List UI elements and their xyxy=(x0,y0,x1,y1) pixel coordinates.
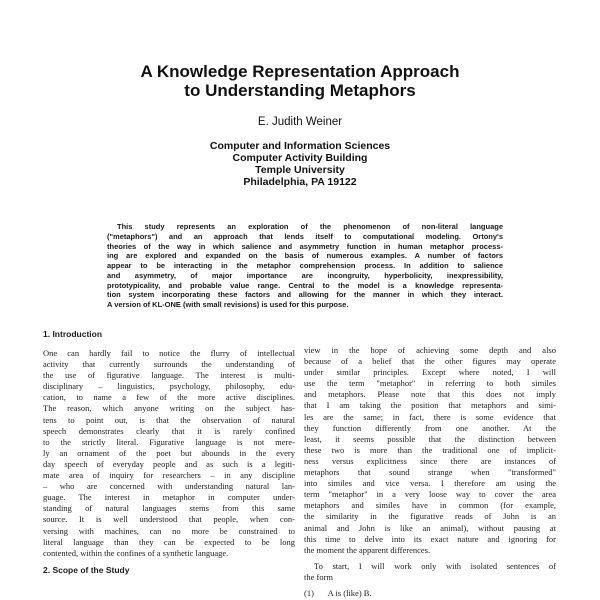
affiliation-block xyxy=(0,140,600,188)
body-line: metaphors that sound strange when "transformed" xyxy=(304,467,556,478)
abstract-line: This study represents an exploration of the phenomenon of non-literal language xyxy=(117,222,503,231)
abstract xyxy=(107,222,503,310)
body-line: To start, I will work only with isolated sentences of xyxy=(314,560,556,571)
body-line: activity that currently surrounds the understanding of xyxy=(43,359,295,370)
example-text: A is (like) B. xyxy=(327,587,372,598)
example-sentence xyxy=(304,588,556,599)
title-line-2: to Understanding Metaphors xyxy=(184,81,416,100)
abstract-line: prototypicality, and probable value range. Central to the model is a knowledge representa- xyxy=(107,280,503,290)
body-line: cation, to name a few of the more active disciplines. xyxy=(43,392,295,403)
body-line: under similar principles. Except where noted, I will xyxy=(304,367,556,378)
abstract-line: tion system incorporating these factors and allowing for the manner in which they interact. xyxy=(107,290,503,300)
body-line: versing with machines, can no more be constrained to xyxy=(43,525,295,536)
body-line: ness versus explicitness since there are instances of xyxy=(304,455,556,466)
body-line: because of a belief that the other figures may operate xyxy=(304,356,556,367)
introduction-paragraph xyxy=(43,348,295,559)
abstract-line: theories of the way in which salience and asymmetry function in human metaphor process- xyxy=(107,241,503,251)
affiliation-line: Computer and Information Sciences xyxy=(209,140,391,152)
body-line: day speech of everyday people and as such is a legiti- xyxy=(43,458,295,469)
abstract-line: and asymmetry, of major importance are incongruity, hyperbolicity, inexpressibility, xyxy=(107,270,503,280)
body-line: – who are concerned with understanding natural lan- xyxy=(43,481,295,492)
body-line: les are the same; in fact, there is some evidence that xyxy=(304,411,556,422)
body-line: the similarity in the figurative reads of John is an xyxy=(304,511,556,522)
body-line: term "metaphor" in a very loose way to cover the area xyxy=(304,489,556,500)
left-column xyxy=(43,329,295,582)
affiliation-line: Philadelphia, PA 19122 xyxy=(243,176,357,188)
body-line: metaphors and similes have in common (for example, xyxy=(304,500,556,511)
body-line: the use of figurative language. The interest is multi- xyxy=(43,370,295,381)
body-line: use the term "metaphor" in referring to both similes xyxy=(304,378,556,389)
body-line: contented, within the confines of a synthetic language. xyxy=(43,547,229,558)
body-line: guage. The interest in metaphor in computer under- xyxy=(43,492,295,503)
body-line: the moment the apparent differences. xyxy=(304,544,431,555)
body-line: speech demonstrates clearly that it is rarely confined xyxy=(43,425,295,436)
abstract-line: appear to be interacting in the metaphor comprehension process. In addition to salience xyxy=(107,261,503,270)
body-line: The reason, which anyone writing on the subject has- xyxy=(43,403,295,414)
body-line: animal and John is like an animal), without pausing at xyxy=(304,522,556,533)
body-line: into similes and vice versa. I therefore am using the xyxy=(304,478,556,489)
body-line: standing of natural languages stems from this same xyxy=(43,503,295,514)
abstract-line: A version of KL-ONE (with small revisions) is used for this purpose. xyxy=(107,300,349,309)
affiliation-line: Computer Activity Building xyxy=(232,152,368,164)
body-line: to the strictly literal. Figurative language is not mere- xyxy=(43,436,295,447)
body-line: ly an ornament of the poet but abounds in the every xyxy=(43,447,295,458)
section-heading-scope: 2. Scope of the Study xyxy=(43,564,130,575)
right-column xyxy=(304,345,556,599)
paper-title xyxy=(0,62,600,100)
body-line: the form xyxy=(304,571,334,582)
body-line: tens to point out, is that the observation of natural xyxy=(43,414,295,425)
affiliation-line: Temple University xyxy=(255,164,345,176)
body-line: these two is more than the traditional one of implicit- xyxy=(304,444,556,455)
section-heading-introduction: 1. Introduction xyxy=(43,329,103,339)
body-line: One can hardly fail to notice the flurry of intellectual xyxy=(43,348,295,358)
body-line: this time to delve into its exact nature and ignoring for xyxy=(304,533,556,544)
example-number: (1) xyxy=(304,587,314,598)
body-line: literal language than they can be expected to be long xyxy=(43,536,295,547)
body-line: disciplinary – linguistics, psychology, philosophy, edu- xyxy=(43,381,295,392)
body-line: view in the hope of achieving some depth and also xyxy=(304,345,556,355)
abstract-line: ("metaphors") and an approach that lends itself to computational modeling. Ortony's xyxy=(107,231,503,241)
body-line: least, it seems possible that the distinction between xyxy=(304,433,556,444)
abstract-line: ing are explored and expanded on the basis of numerous examples. A number of factors xyxy=(107,251,503,261)
body-line: source. It is well understood that people, when con- xyxy=(43,514,295,525)
body-line: mate area of inquiry for researchers – in any discipline xyxy=(43,470,295,481)
title-line-1: A Knowledge Representation Approach xyxy=(140,62,460,81)
author-name: E. Judith Weiner xyxy=(257,116,343,128)
body-line: and metaphors. Please note that this does not imply xyxy=(304,389,556,400)
body-line: they function differently from one another. At the xyxy=(304,422,556,433)
body-line: that I am taking the position that metaphors and simi- xyxy=(304,400,556,411)
